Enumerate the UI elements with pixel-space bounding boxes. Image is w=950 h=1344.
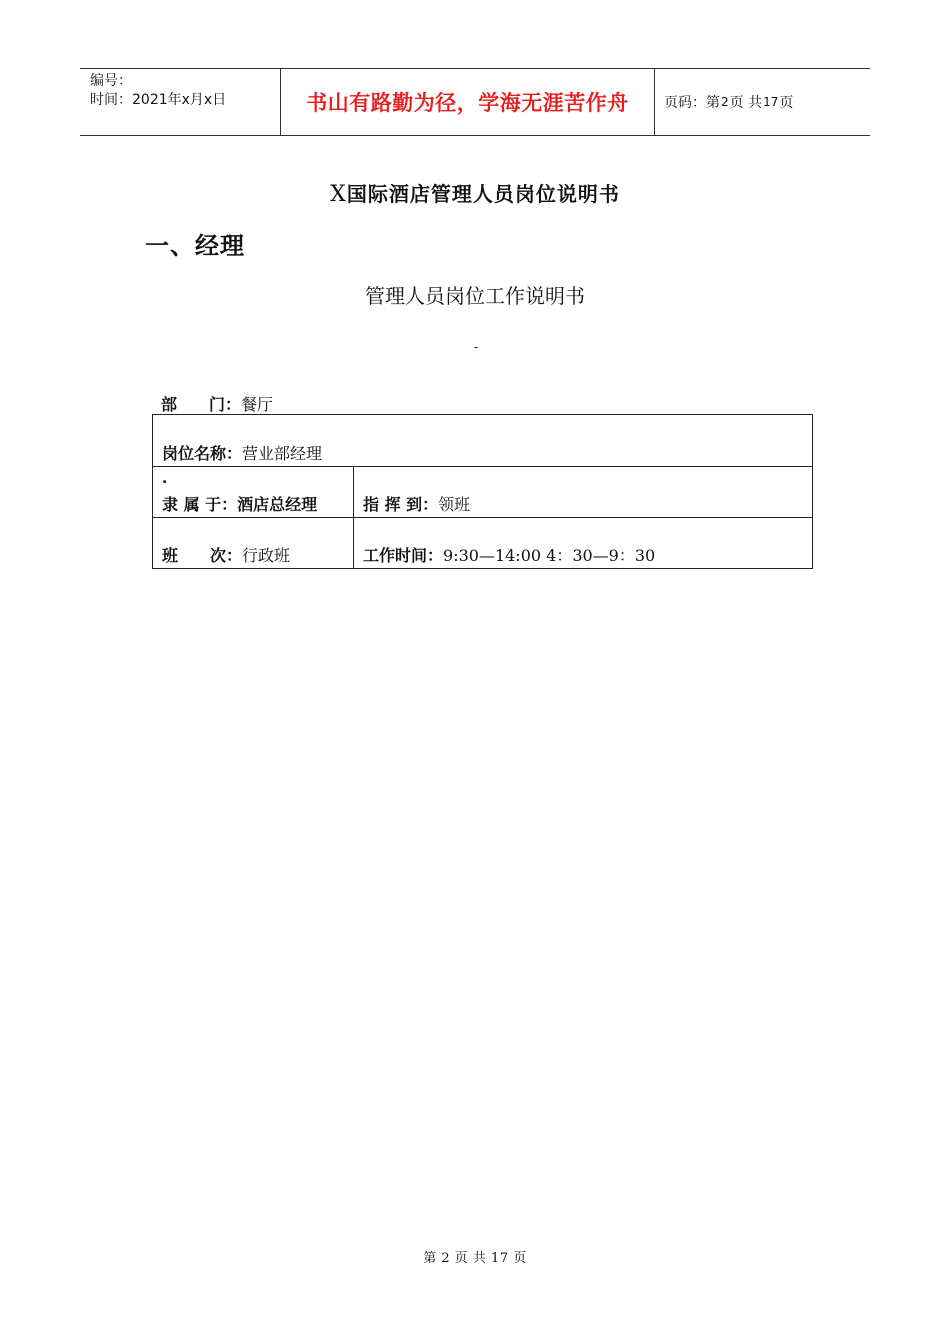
page-header (80, 68, 870, 136)
table-row (153, 466, 812, 517)
job-info-table (152, 414, 813, 569)
directs-cell (354, 467, 812, 517)
department-value: 餐厅 (241, 395, 274, 414)
header-meta (80, 69, 281, 135)
table-row (153, 415, 812, 466)
page-total: 17 (763, 95, 779, 109)
page-footer: 第 2 页 共 17 页 (423, 1251, 527, 1266)
shift-cell (153, 518, 354, 568)
subtitle: 管理人员岗位工作说明书 (365, 284, 585, 308)
page-prefix: 页码：第 (664, 95, 720, 111)
reports-to-label: 隶 属 于：酒店总经理 (162, 495, 318, 514)
page-mid: 页 共 (729, 95, 763, 111)
title-x: X (330, 182, 347, 207)
position-cell (153, 415, 812, 466)
work-time-cell (354, 518, 812, 568)
directs-label: 指 挥 到： (363, 495, 439, 514)
reports-to-cell (153, 467, 354, 517)
directs-value: 领班 (438, 495, 471, 514)
shift-label: 班 次： (162, 546, 243, 565)
title-rest: 国际酒店管理人员岗位说明书 (346, 182, 620, 206)
department-line (161, 392, 273, 415)
shift-value: 行政班 (242, 546, 291, 565)
department-label: 部 门： (161, 395, 242, 414)
document-title (0, 178, 950, 207)
work-time-label: 工作时间： (363, 546, 444, 565)
position-value: 营业部经理 (242, 444, 323, 463)
dash-mark: - (474, 340, 479, 354)
header-page-info (655, 69, 870, 135)
work-time-value: 9:30—14:00 4：30—9：30 (443, 546, 656, 565)
row-marker: . (162, 471, 168, 487)
page-current: 2 (721, 95, 729, 109)
page-suffix: 页 (779, 95, 794, 111)
header-motto: 书山有路勤为径，学海无涯苦作舟 (281, 69, 655, 135)
position-label: 岗位名称： (162, 444, 243, 463)
section-heading: 一、经理 (145, 232, 245, 260)
table-row (153, 517, 812, 568)
time-label: 时间：2021年x月x日 (90, 92, 227, 108)
number-label: 编号： (90, 73, 132, 89)
